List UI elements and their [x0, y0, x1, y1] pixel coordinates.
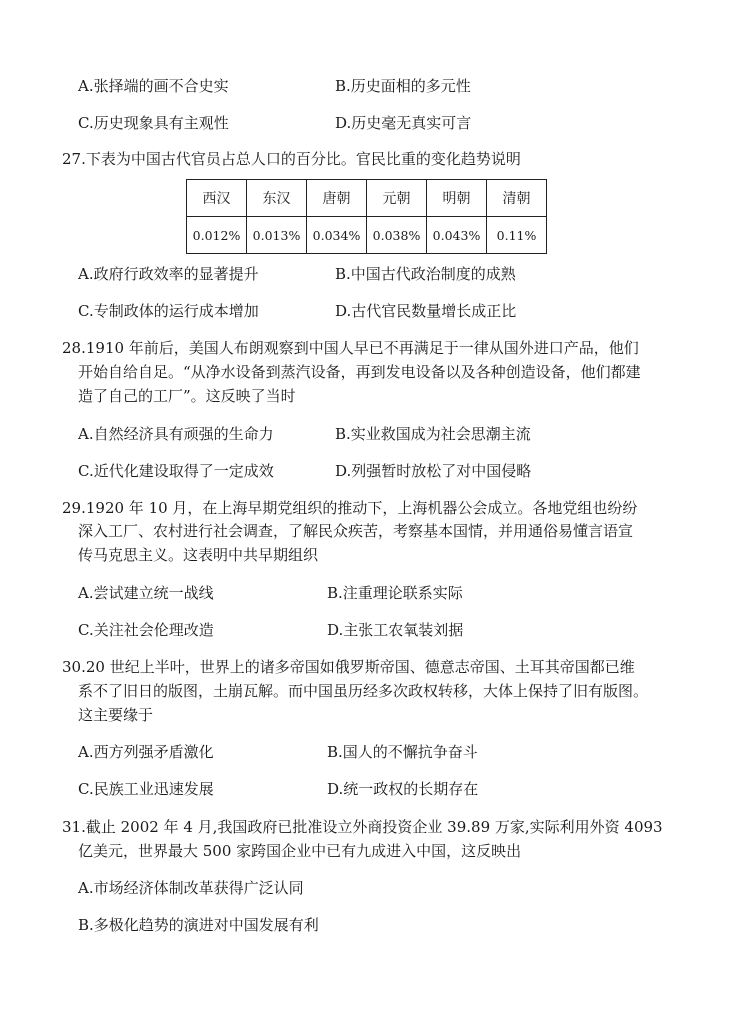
q31-option-a: A.市场经济体制改革获得广泛认同 [78, 879, 304, 897]
q29-stem-line: 29.1920 年 10 月，在上海早期党组织的推动下，上海机器公会成立。各地党组也纷纷 [62, 499, 638, 517]
q29-stem-line: 深入工厂、农村进行社会调查，了解民众疾苦，考察基本国情，并用通俗易懂言语宣 [78, 522, 634, 540]
q30-stem-line: 这主要缘于 [78, 706, 154, 724]
q27-stem: 27.下表为中国古代官员占总人口的百分比。官民比重的变化趋势说明 [62, 150, 521, 168]
q30-stem-line: 30.20 世纪上半叶，世界上的诸多帝国如俄罗斯帝国、德意志帝国、土耳其帝国都已维 [62, 658, 635, 676]
q26-option-b: B.历史面相的多元性 [335, 77, 471, 95]
table-header-row [187, 180, 547, 217]
q31-option-b: B.多极化趋势的演进对中国发展有利 [78, 916, 319, 934]
q28-option-c: C.近代化建设取得了一定成效 [78, 462, 274, 480]
table-header-cell: 东汉 [247, 180, 307, 217]
q30-option-d: D.统一政权的长期存在 [327, 780, 479, 798]
q30-stem-line: 系不了旧日的版图，土崩瓦解。而中国虽历经多次政权转移，大体上保持了旧有版图。 [78, 682, 649, 700]
q29-stem-line: 传马克思主义。这表明中共早期组织 [78, 546, 319, 564]
q31-stem-line: 31.截止 2002 年 4 月,我国政府已批准设立外商投资企业 39.89 万家,实际利用外资 4093 [62, 818, 663, 836]
q29-option-b: B.注重理论联系实际 [327, 584, 463, 602]
table-value-cell: 0.012% [187, 217, 247, 254]
q29-option-a: A.尝试建立统一战线 [78, 584, 214, 602]
q28-stem-line: 造了自己的工厂”。这反映了当时 [78, 387, 296, 405]
table-header-cell: 明朝 [427, 180, 487, 217]
official-ratio-table [186, 179, 547, 254]
table-header-cell: 清朝 [487, 180, 547, 217]
q28-stem-line: 开始自给自足。“从净水设备到蒸汽设备，再到发电设备以及各种创造设备，他们都建 [78, 363, 641, 381]
q28-option-a: A.自然经济具有顽强的生命力 [78, 425, 274, 443]
q31-stem-line: 亿美元，世界最大 500 家跨国企业中已有九成进入中国，这反映出 [78, 842, 522, 860]
table-header-cell: 唐朝 [307, 180, 367, 217]
q26-option-d: D.历史毫无真实可言 [335, 114, 472, 132]
table-value-cell: 0.034% [307, 217, 367, 254]
table-value-row [187, 217, 547, 254]
table-header-cell: 西汉 [187, 180, 247, 217]
q27-option-a: A.政府行政效率的显著提升 [78, 265, 259, 283]
q29-option-c: C.关注社会伦理改造 [78, 621, 214, 639]
q26-option-c: C.历史现象具有主观性 [78, 114, 229, 132]
q28-option-b: B.实业救国成为社会思潮主流 [335, 425, 531, 443]
table-value-cell: 0.013% [247, 217, 307, 254]
q28-stem-line: 28.1910 年前后，美国人布朗观察到中国人早已不再满足于一律从国外进口产品，他们 [62, 339, 639, 357]
q27-option-c: C.专制政体的运行成本增加 [78, 302, 259, 320]
table-value-cell: 0.043% [427, 217, 487, 254]
q30-option-a: A.西方列强矛盾激化 [78, 743, 214, 761]
table-value-cell: 0.038% [367, 217, 427, 254]
q30-option-b: B.国人的不懈抗争奋斗 [327, 743, 478, 761]
q27-option-b: B.中国古代政治制度的成熟 [335, 265, 516, 283]
q27-option-d: D.古代官民数量增长成正比 [335, 302, 517, 320]
q26-option-a: A.张择端的画不合史实 [78, 77, 229, 95]
table-value-cell: 0.11% [487, 217, 547, 254]
q30-option-c: C.民族工业迅速发展 [78, 780, 214, 798]
q28-option-d: D.列强暂时放松了对中国侵略 [335, 462, 532, 480]
q29-option-d: D.主张工农氧装刘据 [327, 621, 464, 639]
table-header-cell: 元朝 [367, 180, 427, 217]
